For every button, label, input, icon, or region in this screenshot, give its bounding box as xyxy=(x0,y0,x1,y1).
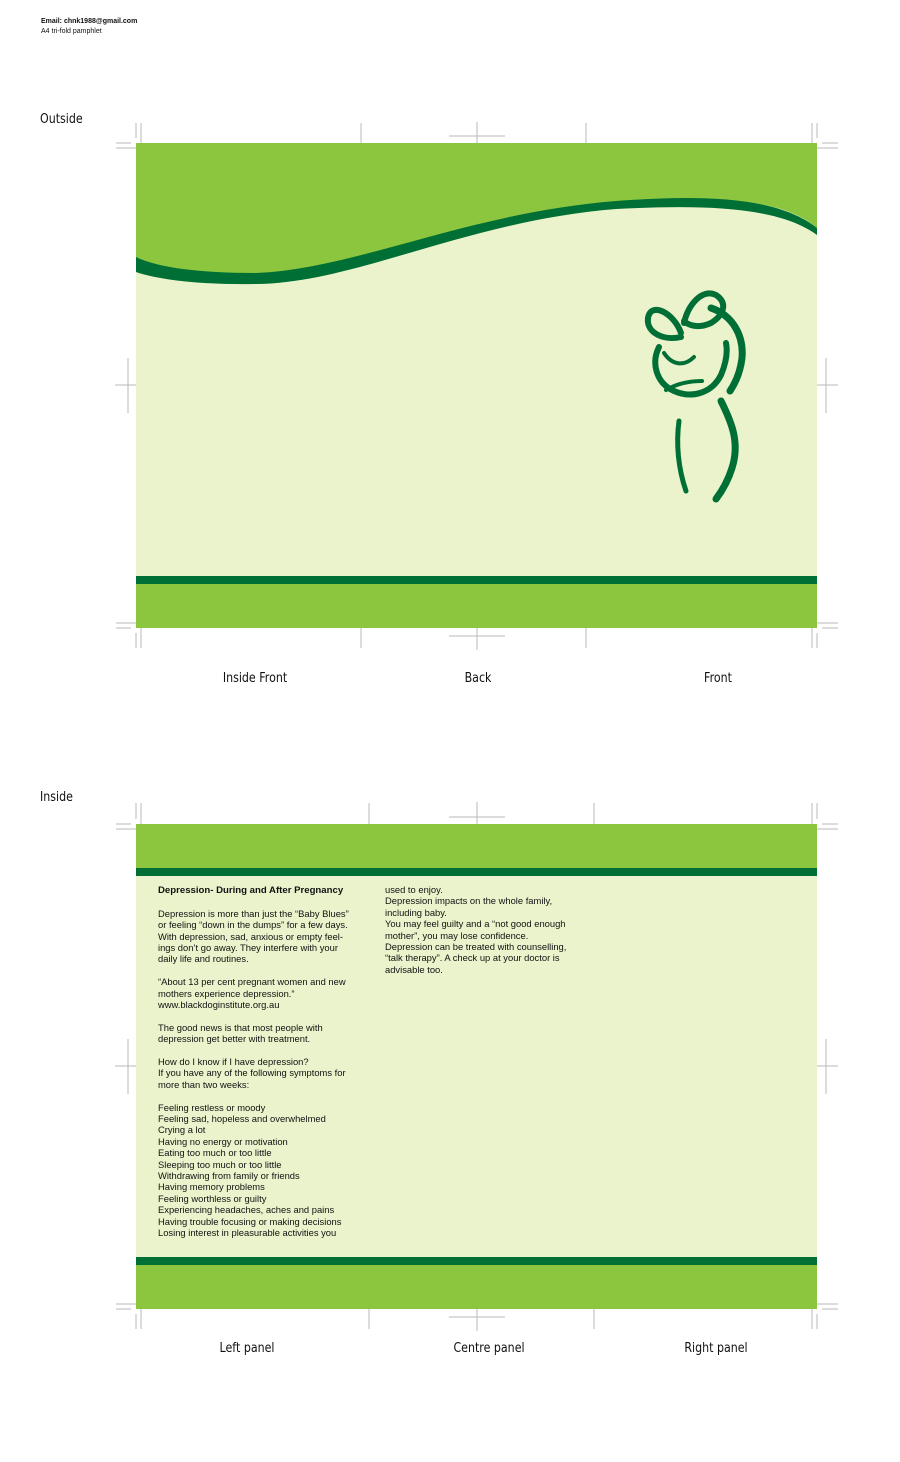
text-line: How do I know if I have depression? xyxy=(158,1056,309,1068)
bottom-green-band xyxy=(136,584,817,628)
centre-panel-text xyxy=(385,884,590,975)
text-line: mothers experience depression.” xyxy=(158,987,295,999)
bottom-dark-rule xyxy=(136,576,817,584)
outside-artwork xyxy=(136,143,817,628)
inside-sheet xyxy=(136,824,817,1309)
text-line: Crying a lot xyxy=(158,1124,206,1136)
top-wave-band xyxy=(136,143,817,283)
text-line: Having memory problems xyxy=(158,1181,265,1193)
text-line: www.blackdoginstitute.org.au xyxy=(158,999,280,1011)
inside-top-dark-rule xyxy=(136,868,817,876)
text-line: With depression, sad, anxious or empty feel- xyxy=(158,930,343,942)
inside-bottom-green-band xyxy=(136,1265,817,1309)
text-line: used to enjoy. xyxy=(385,884,443,895)
text-line: Withdrawing from family or friends xyxy=(158,1170,300,1182)
text-line: “talk therapy”. A check up at your doctor is xyxy=(385,952,560,964)
text-line: Depression impacts on the whole family, xyxy=(385,895,553,907)
inside-section-label: Inside xyxy=(40,790,73,805)
text-line: depression get better with treatment. xyxy=(158,1033,311,1045)
text-line: or feeling “down in the dumps” for a few days. xyxy=(158,919,348,931)
text-line: daily life and routines. xyxy=(158,953,249,965)
text-line: If you have any of the following symptoms for xyxy=(158,1067,346,1079)
text-line: ings don’t go away. They interfere with your xyxy=(158,942,338,954)
line-gap xyxy=(158,1045,363,1056)
text-line: including baby. xyxy=(385,906,447,918)
left-panel-text xyxy=(158,885,363,1239)
outside-section-label: Outside xyxy=(40,112,83,127)
text-line: Feeling worthless or guilty xyxy=(158,1192,267,1204)
text-line: Having trouble focusing or making decisions xyxy=(158,1215,342,1227)
inside-panel-label-right: Right panel xyxy=(684,1341,748,1356)
text-line: Eating too much or too little xyxy=(158,1147,272,1159)
outside-panel-label-back: Back xyxy=(464,671,492,686)
line-gap xyxy=(158,896,363,907)
line-gap xyxy=(158,1090,363,1101)
text-line: Feeling sad, hopeless and overwhelmed xyxy=(158,1113,326,1125)
header-subtitle: A4 tri-fold pamphlet xyxy=(41,28,102,35)
inside-top-green-band xyxy=(136,824,817,868)
text-line: You may feel guilty and a “not good enough xyxy=(385,918,566,930)
text-line: more than two weeks: xyxy=(158,1078,250,1090)
outside-panel-label-inside-front: Inside Front xyxy=(222,671,288,686)
text-line: Losing interest in pleasurable activities you xyxy=(158,1227,337,1239)
line-gap xyxy=(158,1010,363,1021)
text-line: The good news is that most people with xyxy=(158,1021,323,1033)
text-line: Feeling restless or moody xyxy=(158,1101,266,1113)
text-line: Depression is more than just the “Baby Blues” xyxy=(158,907,349,919)
pamphlet-heading: Depression- During and After Pregnancy xyxy=(158,885,344,896)
text-line: Sleeping too much or too little xyxy=(158,1158,282,1170)
inside-bottom-dark-rule xyxy=(136,1257,817,1265)
text-line: Having no energy or motivation xyxy=(158,1135,288,1147)
inside-panel-label-left: Left panel xyxy=(219,1341,275,1356)
line-gap xyxy=(158,965,363,976)
outside-sheet xyxy=(136,143,817,628)
text-line: advisable too. xyxy=(385,963,443,975)
text-line: “About 13 per cent pregnant women and new xyxy=(158,976,346,988)
mother-and-child-icon xyxy=(648,293,742,499)
inside-panel-label-centre: Centre panel xyxy=(453,1341,525,1356)
text-line: mother”, you may lose confidence. xyxy=(385,929,529,941)
outside-panel-label-front: Front xyxy=(704,671,732,686)
text-line: Experiencing headaches, aches and pains xyxy=(158,1204,335,1216)
header-email: Email: chnk1988@gmail.com xyxy=(41,18,138,25)
text-line: Depression can be treated with counselling, xyxy=(385,941,567,953)
